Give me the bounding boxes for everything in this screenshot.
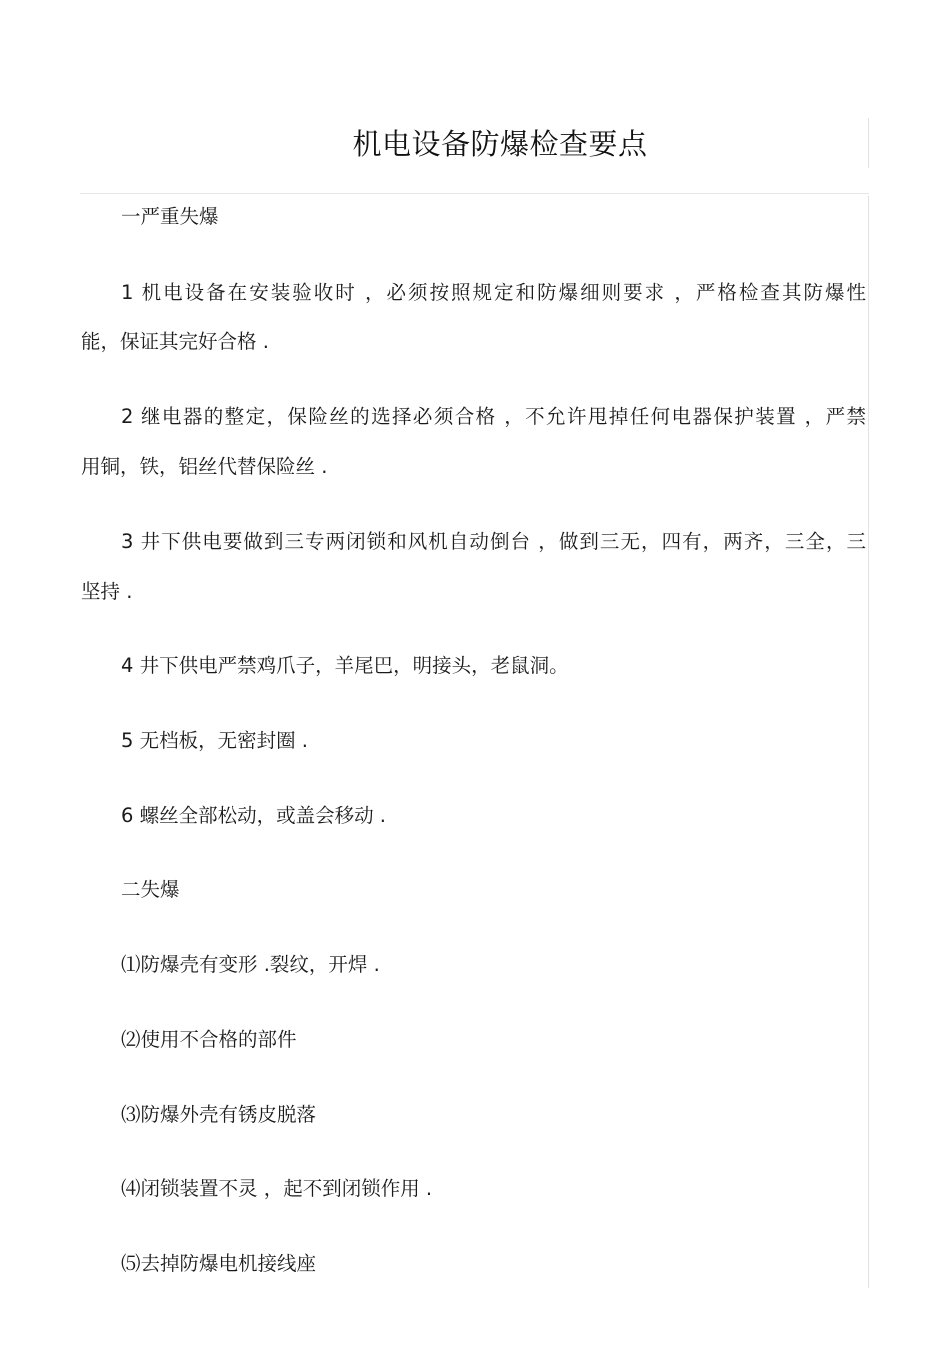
list-item-4: ⑷闭锁装置不灵 ，起不到闭锁作用 . bbox=[121, 1177, 433, 1200]
paragraph-4: 4 井下供电严禁鸡爪子，羊尾巴，明接头，老鼠洞。 bbox=[121, 654, 569, 677]
margin-rule-body bbox=[868, 196, 869, 1288]
paragraph-5: 5 无档板，无密封圈 . bbox=[121, 729, 309, 752]
paragraph-2-line-1: 2 继电器的整定，保险丝的选择必须合格 ，不允许甩掉任何电器保护装置 ，严禁 bbox=[121, 405, 866, 428]
paragraph-6: 6 螺丝全部松动，或盖会移动 . bbox=[121, 804, 387, 827]
paragraph-3-line-2: 坚持 . bbox=[81, 580, 133, 603]
paragraph-1-line-1: 1 机电设备在安装验收时 ，必须按照规定和防爆细则要求 ，严格检查其防爆性 bbox=[121, 281, 866, 304]
list-item-2: ⑵使用不合格的部件 bbox=[121, 1028, 297, 1051]
document-title: 机电设备防爆检查要点 bbox=[352, 127, 648, 161]
list-item-5: ⑸去掉防爆电机接线座 bbox=[121, 1252, 317, 1275]
header-rule bbox=[80, 193, 869, 194]
list-item-1: ⑴防爆壳有变形 .裂纹，开焊 . bbox=[121, 953, 380, 976]
list-item-3: ⑶防爆外壳有锈皮脱落 bbox=[121, 1103, 317, 1126]
section-heading-1: 一严重失爆 bbox=[121, 205, 219, 228]
paragraph-3-line-1: 3 井下供电要做到三专两闭锁和风机自动倒台 ，做到三无，四有，两齐，三全，三 bbox=[121, 530, 866, 553]
section-heading-2: 二失爆 bbox=[121, 878, 180, 901]
paragraph-2-line-2: 用铜，铁，铝丝代替保险丝 . bbox=[81, 455, 328, 478]
paragraph-1-line-2: 能，保证其完好合格 . bbox=[81, 330, 269, 353]
